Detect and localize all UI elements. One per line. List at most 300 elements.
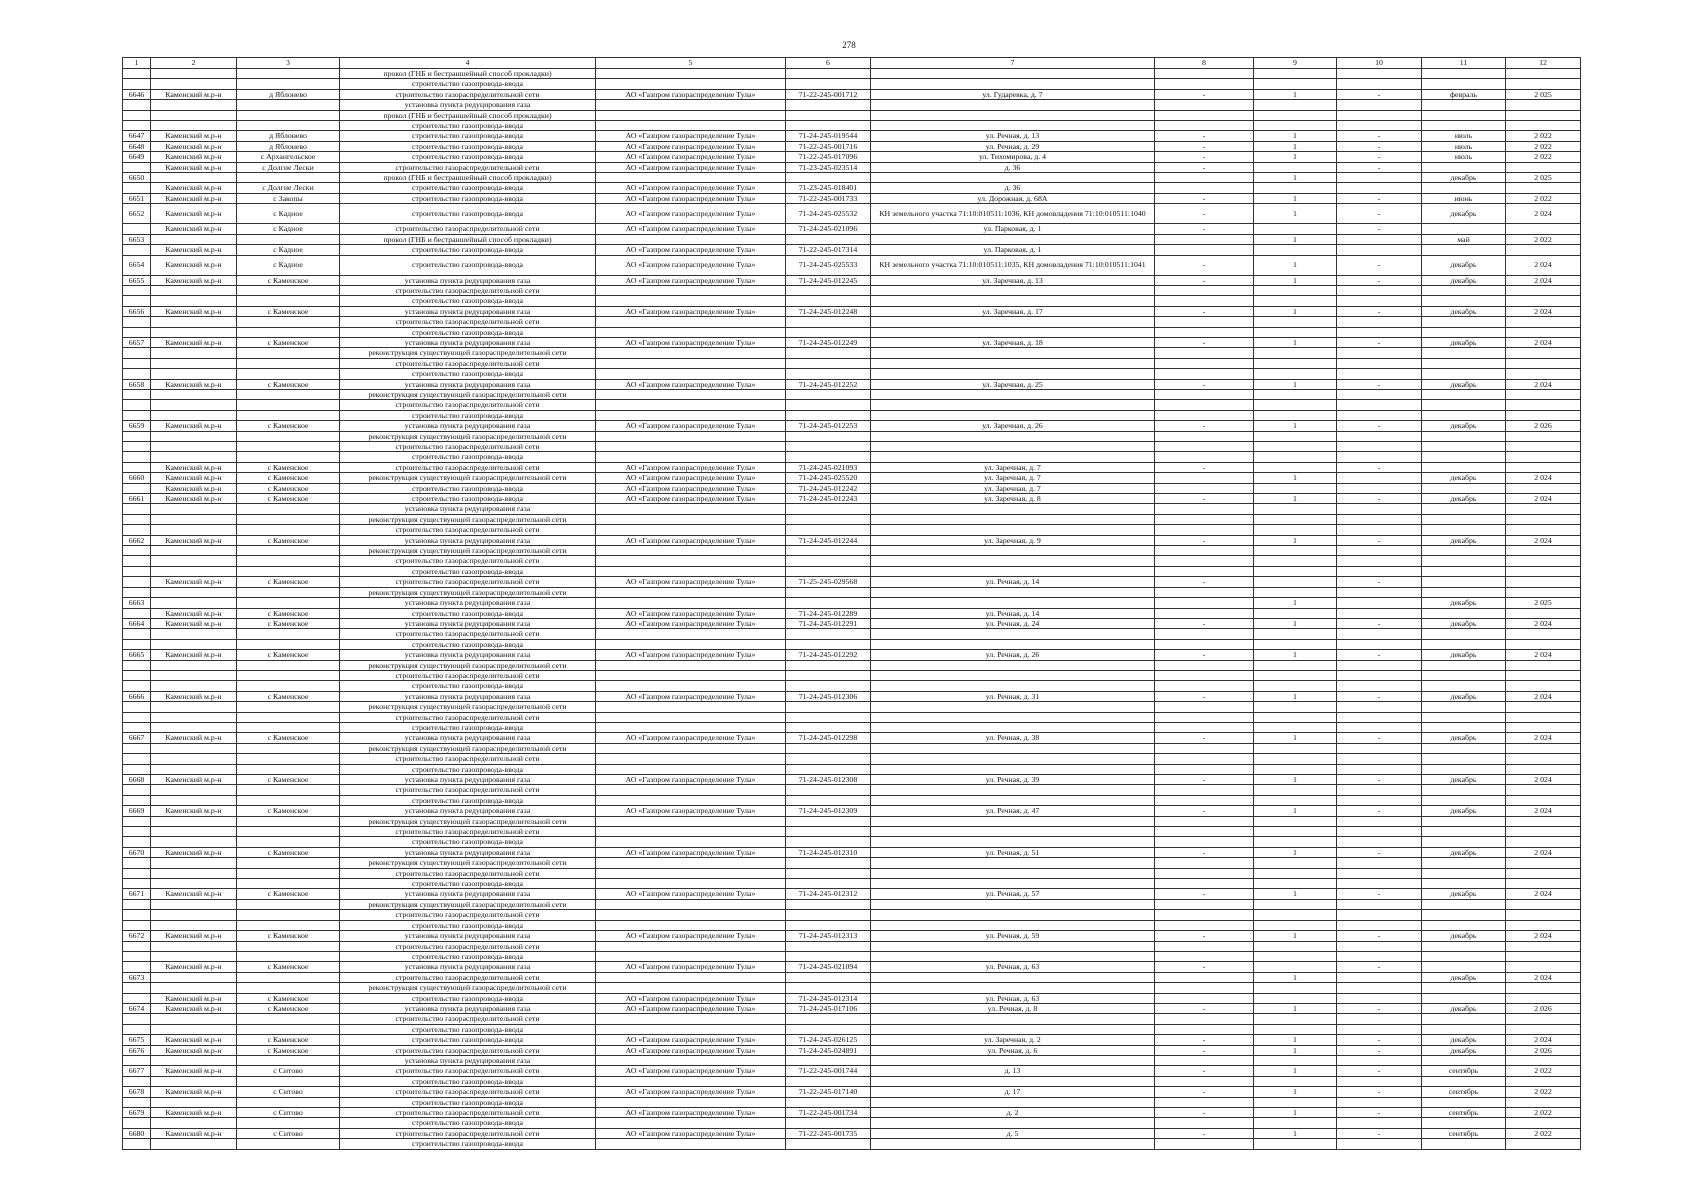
col10-cell <box>1337 983 1422 993</box>
month-cell <box>1422 629 1506 639</box>
work-type-cell: строительство газопровода-ввода <box>340 296 596 306</box>
district-cell <box>151 173 237 183</box>
table-row <box>123 245 1581 255</box>
organization-cell <box>596 452 786 462</box>
district-cell <box>151 587 237 597</box>
work-type-cell: реконструкция существующей газораспределительной сети <box>340 660 596 670</box>
settlement-cell <box>237 660 340 670</box>
work-type-cell: строительство газораспределительной сети <box>340 462 596 472</box>
organization-cell <box>596 348 786 358</box>
col10-cell: - <box>1337 650 1422 660</box>
district-cell: Каменский м.р-н <box>151 275 237 285</box>
organization-cell: АО «Газпром газораспределение Тула» <box>596 473 786 483</box>
row-number-cell <box>123 400 151 410</box>
work-type-cell: установка пункта редуцирования газа <box>340 889 596 899</box>
col9-cell: 1 <box>1254 889 1337 899</box>
year-cell: 2 022 <box>1506 152 1581 162</box>
year-cell: 2 024 <box>1506 337 1581 347</box>
row-number-cell <box>123 110 151 120</box>
year-cell <box>1506 983 1581 993</box>
row-number-cell: 6670 <box>123 847 151 857</box>
organization-cell <box>596 983 786 993</box>
work-type-cell: строительство газораспределительной сети <box>340 1128 596 1138</box>
row-number-cell <box>123 899 151 909</box>
address-cell <box>871 722 1155 732</box>
row-number-cell <box>123 317 151 327</box>
col10-cell <box>1337 598 1422 608</box>
district-cell <box>151 442 237 452</box>
col8-cell: - <box>1155 806 1254 816</box>
work-type-cell: строительство газопровода-ввода <box>340 795 596 805</box>
col8-cell: - <box>1155 1108 1254 1118</box>
col10-cell: - <box>1337 1108 1422 1118</box>
year-cell: 2 024 <box>1506 650 1581 660</box>
col8-cell <box>1155 910 1254 920</box>
year-cell <box>1506 462 1581 472</box>
table-row <box>123 920 1581 930</box>
col8-cell <box>1155 899 1254 909</box>
col8-cell <box>1155 587 1254 597</box>
settlement-cell <box>237 712 340 722</box>
object-code-cell: 71-24-245-012310 <box>786 847 871 857</box>
row-number-cell <box>123 587 151 597</box>
object-code-cell <box>786 389 871 399</box>
work-type-cell: строительство газораспределительной сети <box>340 525 596 535</box>
year-cell <box>1506 348 1581 358</box>
district-cell: Каменский м.р-н <box>151 1045 237 1055</box>
row-number-cell <box>123 452 151 462</box>
col10-cell: - <box>1337 379 1422 389</box>
address-cell: д. 13 <box>871 1066 1155 1076</box>
table-row <box>123 775 1581 785</box>
col10-cell: - <box>1337 421 1422 431</box>
col10-cell: - <box>1337 691 1422 701</box>
row-number-cell <box>123 410 151 420</box>
settlement-cell <box>237 920 340 930</box>
object-code-cell: 71-24-245-012308 <box>786 775 871 785</box>
table-row <box>123 483 1581 493</box>
organization-cell <box>596 764 786 774</box>
month-cell <box>1422 1118 1506 1128</box>
address-cell: ул. Речная, д. 63 <box>871 962 1155 972</box>
year-cell <box>1506 941 1581 951</box>
col10-cell <box>1337 431 1422 441</box>
work-type-cell: установка пункта редуцирования газа <box>340 1003 596 1013</box>
settlement-cell <box>237 358 340 368</box>
address-cell <box>871 941 1155 951</box>
row-number-cell: 6659 <box>123 421 151 431</box>
district-cell: Каменский м.р-н <box>151 183 237 193</box>
year-cell <box>1506 162 1581 172</box>
register-table <box>122 57 1581 1150</box>
col8-cell: - <box>1155 255 1254 275</box>
col10-cell <box>1337 525 1422 535</box>
col8-cell: - <box>1155 691 1254 701</box>
work-type-cell: установка пункта редуцирования газа <box>340 847 596 857</box>
object-code-cell: 71-24-245-012314 <box>786 993 871 1003</box>
row-number-cell <box>123 162 151 172</box>
col8-cell: - <box>1155 494 1254 504</box>
col9-cell <box>1254 285 1337 295</box>
object-code-cell: 71-23-245-023514 <box>786 162 871 172</box>
district-cell <box>151 514 237 524</box>
address-cell: ул. Заречная, д. 2 <box>871 1035 1155 1045</box>
organization-cell <box>596 754 786 764</box>
address-cell: ул. Заречная, д. 25 <box>871 379 1155 389</box>
work-type-cell: строительство газопровода-ввода <box>340 1076 596 1086</box>
table-row <box>123 983 1581 993</box>
district-cell <box>151 556 237 566</box>
month-cell <box>1422 296 1506 306</box>
work-type-cell: установка пункта редуцирования газа <box>340 733 596 743</box>
row-number-cell: 6675 <box>123 1035 151 1045</box>
settlement-cell: с Каменское <box>237 993 340 1003</box>
year-cell <box>1506 837 1581 847</box>
address-cell: ул. Заречная, д. 7 <box>871 462 1155 472</box>
work-type-cell: реконструкция существующей газораспределительной сети <box>340 983 596 993</box>
table-row <box>123 389 1581 399</box>
object-code-cell <box>786 983 871 993</box>
month-cell <box>1422 899 1506 909</box>
district-cell: Каменский м.р-н <box>151 462 237 472</box>
settlement-cell <box>237 910 340 920</box>
row-number-cell <box>123 566 151 576</box>
organization-cell: АО «Газпром газораспределение Тула» <box>596 535 786 545</box>
month-cell <box>1422 816 1506 826</box>
organization-cell: АО «Газпром газораспределение Тула» <box>596 931 786 941</box>
address-cell <box>871 431 1155 441</box>
col9-cell <box>1254 754 1337 764</box>
table-row <box>123 1087 1581 1097</box>
month-cell: декабрь <box>1422 306 1506 316</box>
organization-cell <box>596 879 786 889</box>
year-cell: 2 022 <box>1506 1066 1581 1076</box>
year-cell <box>1506 795 1581 805</box>
address-cell <box>871 587 1155 597</box>
table-row <box>123 204 1581 224</box>
district-cell <box>151 858 237 868</box>
col8-cell: - <box>1155 131 1254 141</box>
year-cell: 2 024 <box>1506 379 1581 389</box>
district-cell: Каменский м.р-н <box>151 535 237 545</box>
address-cell <box>871 754 1155 764</box>
work-type-cell: установка пункта редуцирования газа <box>340 598 596 608</box>
month-cell <box>1422 827 1506 837</box>
district-cell: Каменский м.р-н <box>151 379 237 389</box>
object-code-cell <box>786 285 871 295</box>
work-type-cell: строительство газопровода-ввода <box>340 1118 596 1128</box>
table-row <box>123 296 1581 306</box>
col9-cell <box>1254 245 1337 255</box>
work-type-cell: установка пункта редуцирования газа <box>340 775 596 785</box>
col10-cell: - <box>1337 1045 1422 1055</box>
settlement-cell <box>237 858 340 868</box>
object-code-cell <box>786 629 871 639</box>
col8-cell: - <box>1155 847 1254 857</box>
table-row <box>123 525 1581 535</box>
object-code-cell: 71-24-245-012253 <box>786 421 871 431</box>
address-cell: ул. Речная, д. 26 <box>871 650 1155 660</box>
district-cell <box>151 660 237 670</box>
district-cell: Каменский м.р-н <box>151 89 237 99</box>
month-cell <box>1422 358 1506 368</box>
month-cell: декабрь <box>1422 650 1506 660</box>
month-cell: июль <box>1422 152 1506 162</box>
district-cell <box>151 941 237 951</box>
year-cell: 2 024 <box>1506 806 1581 816</box>
organization-cell: АО «Газпром газораспределение Тула» <box>596 618 786 628</box>
district-cell: Каменский м.р-н <box>151 691 237 701</box>
row-number-cell: 6655 <box>123 275 151 285</box>
object-code-cell <box>786 1139 871 1149</box>
month-cell <box>1422 743 1506 753</box>
col9-cell <box>1254 816 1337 826</box>
col8-cell <box>1155 608 1254 618</box>
table-row <box>123 972 1581 982</box>
object-code-cell: 71-24-245-021096 <box>786 224 871 234</box>
month-cell <box>1422 879 1506 889</box>
organization-cell: АО «Газпром газораспределение Тула» <box>596 577 786 587</box>
col10-cell <box>1337 369 1422 379</box>
address-cell <box>871 442 1155 452</box>
header-cell: 7 <box>871 58 1155 69</box>
table-row <box>123 535 1581 545</box>
work-type-cell: прокол (ГНБ и бестраншейный способ прокладки) <box>340 69 596 79</box>
address-cell: КН земельного участка 71:10:010511:1036, КН домовладения 71:10:010511:1040 <box>871 204 1155 224</box>
settlement-cell: с Каменское <box>237 1045 340 1055</box>
col9-cell <box>1254 110 1337 120</box>
work-type-cell: прокол (ГНБ и бестраншейный способ прокладки) <box>340 110 596 120</box>
district-cell <box>151 121 237 131</box>
work-type-cell: строительство газопровода-ввода <box>340 764 596 774</box>
settlement-cell <box>237 442 340 452</box>
row-number-cell <box>123 712 151 722</box>
settlement-cell <box>237 722 340 732</box>
col8-cell <box>1155 639 1254 649</box>
month-cell <box>1422 285 1506 295</box>
district-cell <box>151 110 237 120</box>
year-cell <box>1506 879 1581 889</box>
object-code-cell <box>786 100 871 110</box>
organization-cell <box>596 566 786 576</box>
year-cell: 2 022 <box>1506 234 1581 244</box>
organization-cell: АО «Газпром газораспределение Тула» <box>596 306 786 316</box>
col9-cell <box>1254 993 1337 1003</box>
work-type-cell: строительство газораспределительной сети <box>340 162 596 172</box>
work-type-cell: строительство газораспределительной сети <box>340 629 596 639</box>
row-number-cell: 6679 <box>123 1108 151 1118</box>
col8-cell <box>1155 234 1254 244</box>
year-cell <box>1506 100 1581 110</box>
year-cell <box>1506 410 1581 420</box>
address-cell <box>871 514 1155 524</box>
table-row <box>123 868 1581 878</box>
settlement-cell <box>237 296 340 306</box>
col10-cell: - <box>1337 1128 1422 1138</box>
row-number-cell <box>123 245 151 255</box>
object-code-cell <box>786 1118 871 1128</box>
organization-cell: АО «Газпром газораспределение Тула» <box>596 224 786 234</box>
settlement-cell <box>237 899 340 909</box>
month-cell <box>1422 920 1506 930</box>
address-cell <box>871 1139 1155 1149</box>
settlement-cell: с Ситово <box>237 1108 340 1118</box>
col8-cell <box>1155 473 1254 483</box>
object-code-cell: 71-22-245-001735 <box>786 1128 871 1138</box>
col8-cell: - <box>1155 577 1254 587</box>
address-cell: ул. Речная, д. 24 <box>871 618 1155 628</box>
col9-cell <box>1254 722 1337 732</box>
settlement-cell: с Кадное <box>237 224 340 234</box>
col8-cell <box>1155 410 1254 420</box>
work-type-cell: установка пункта редуцирования газа <box>340 421 596 431</box>
year-cell <box>1506 577 1581 587</box>
work-type-cell: установка пункта редуцирования газа <box>340 806 596 816</box>
district-cell <box>151 1139 237 1149</box>
year-cell <box>1506 868 1581 878</box>
organization-cell <box>596 702 786 712</box>
settlement-cell: с Каменское <box>237 806 340 816</box>
object-code-cell <box>786 598 871 608</box>
month-cell: декабрь <box>1422 847 1506 857</box>
address-cell: ул. Заречная, д. 7 <box>871 473 1155 483</box>
header-cell: 12 <box>1506 58 1581 69</box>
address-cell <box>871 983 1155 993</box>
district-cell <box>151 764 237 774</box>
work-type-cell: строительство газопровода-ввода <box>340 410 596 420</box>
settlement-cell <box>237 1024 340 1034</box>
year-cell: 2 024 <box>1506 255 1581 275</box>
district-cell <box>151 234 237 244</box>
work-type-cell: строительство газопровода-ввода <box>340 255 596 275</box>
col9-cell <box>1254 369 1337 379</box>
table-row <box>123 566 1581 576</box>
col10-cell <box>1337 110 1422 120</box>
col10-cell: - <box>1337 275 1422 285</box>
row-number-cell: 6656 <box>123 306 151 316</box>
work-type-cell: строительство газораспределительной сети <box>340 670 596 680</box>
table-row <box>123 764 1581 774</box>
table-row <box>123 795 1581 805</box>
work-type-cell: строительство газопровода-ввода <box>340 494 596 504</box>
col8-cell: - <box>1155 650 1254 660</box>
table-row <box>123 743 1581 753</box>
month-cell: декабрь <box>1422 494 1506 504</box>
settlement-cell: с Кадное <box>237 245 340 255</box>
table-row <box>123 993 1581 1003</box>
col9-cell <box>1254 608 1337 618</box>
year-cell <box>1506 79 1581 89</box>
col9-cell <box>1254 327 1337 337</box>
col9-cell: 1 <box>1254 152 1337 162</box>
settlement-cell <box>237 1014 340 1024</box>
row-number-cell <box>123 546 151 556</box>
address-cell <box>871 899 1155 909</box>
settlement-cell: с Долгие Лески <box>237 183 340 193</box>
work-type-cell: установка пункта редуцирования газа <box>340 931 596 941</box>
settlement-cell: с Каменское <box>237 691 340 701</box>
organization-cell <box>596 868 786 878</box>
organization-cell: АО «Газпром газораспределение Тула» <box>596 806 786 816</box>
settlement-cell: с Каменское <box>237 421 340 431</box>
organization-cell <box>596 1024 786 1034</box>
month-cell: декабрь <box>1422 473 1506 483</box>
settlement-cell: с Каменское <box>237 337 340 347</box>
organization-cell <box>596 660 786 670</box>
organization-cell <box>596 795 786 805</box>
col9-cell <box>1254 1097 1337 1107</box>
table-row <box>123 79 1581 89</box>
table-row <box>123 754 1581 764</box>
organization-cell: АО «Газпром газораспределение Тула» <box>596 183 786 193</box>
col9-cell: 1 <box>1254 1087 1337 1097</box>
district-cell: Каменский м.р-н <box>151 162 237 172</box>
district-cell: Каменский м.р-н <box>151 131 237 141</box>
district-cell <box>151 910 237 920</box>
col9-cell: 1 <box>1254 473 1337 483</box>
col9-cell: 1 <box>1254 733 1337 743</box>
year-cell: 2 022 <box>1506 1087 1581 1097</box>
year-cell <box>1506 400 1581 410</box>
organization-cell <box>596 1097 786 1107</box>
row-number-cell <box>123 1139 151 1149</box>
month-cell <box>1422 1014 1506 1024</box>
work-type-cell: реконструкция существующей газораспределительной сети <box>340 473 596 483</box>
col8-cell <box>1155 1076 1254 1086</box>
work-type-cell: строительство газораспределительной сети <box>340 785 596 795</box>
month-cell: декабрь <box>1422 598 1506 608</box>
address-cell: ул. Тихомирова, д. 4 <box>871 152 1155 162</box>
work-type-cell: реконструкция существующей газораспределительной сети <box>340 514 596 524</box>
month-cell <box>1422 1139 1506 1149</box>
col10-cell <box>1337 837 1422 847</box>
row-number-cell <box>123 358 151 368</box>
work-type-cell: установка пункта редуцирования газа <box>340 962 596 972</box>
col8-cell <box>1155 1014 1254 1024</box>
settlement-cell <box>237 389 340 399</box>
district-cell <box>151 1014 237 1024</box>
table-row <box>123 1045 1581 1055</box>
year-cell <box>1506 546 1581 556</box>
address-cell <box>871 795 1155 805</box>
district-cell: Каменский м.р-н <box>151 608 237 618</box>
table-row <box>123 577 1581 587</box>
settlement-cell <box>237 556 340 566</box>
organization-cell <box>596 327 786 337</box>
col8-cell <box>1155 452 1254 462</box>
col8-cell: - <box>1155 931 1254 941</box>
address-cell <box>871 400 1155 410</box>
organization-cell <box>596 712 786 722</box>
table-row <box>123 224 1581 234</box>
year-cell <box>1506 245 1581 255</box>
settlement-cell <box>237 1097 340 1107</box>
col9-cell: 1 <box>1254 234 1337 244</box>
organization-cell <box>596 285 786 295</box>
object-code-cell <box>786 868 871 878</box>
address-cell <box>871 598 1155 608</box>
district-cell <box>151 285 237 295</box>
work-type-cell: реконструкция существующей газораспределительной сети <box>340 546 596 556</box>
row-number-cell: 6674 <box>123 1003 151 1013</box>
year-cell: 2 024 <box>1506 931 1581 941</box>
table-row <box>123 691 1581 701</box>
col9-cell <box>1254 442 1337 452</box>
year-cell: 2 026 <box>1506 1003 1581 1013</box>
table-row <box>123 889 1581 899</box>
settlement-cell <box>237 79 340 89</box>
row-number-cell: 6665 <box>123 650 151 660</box>
